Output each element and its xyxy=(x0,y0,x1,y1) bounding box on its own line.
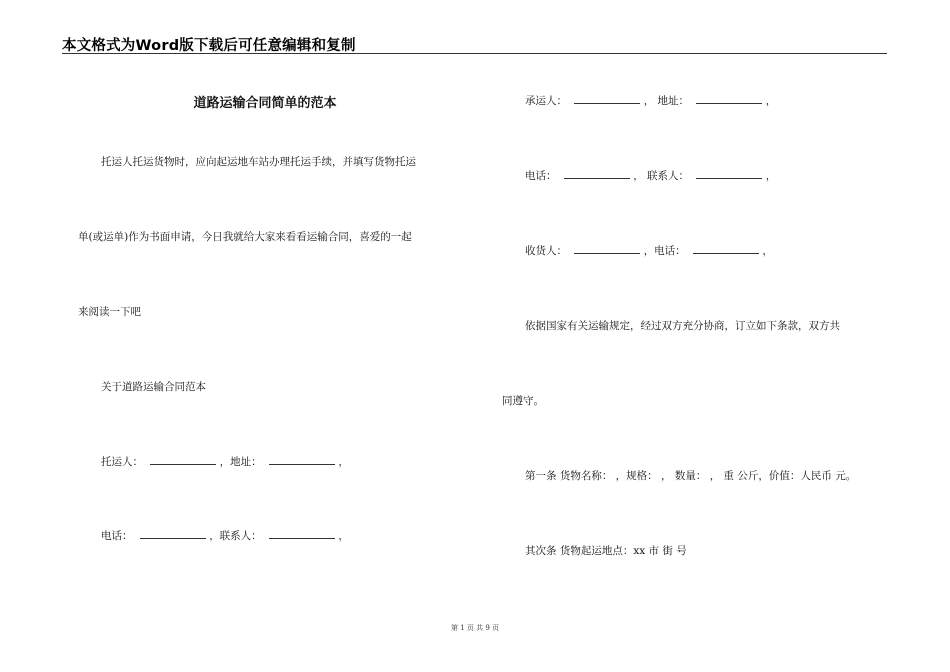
carrier-line xyxy=(525,93,776,108)
shipper-address-blank xyxy=(269,454,335,465)
shipper-line xyxy=(101,454,349,469)
document-title: 道路运输合同简单的范本 xyxy=(193,96,337,111)
receiver-line xyxy=(525,243,773,258)
shipper-contact-blank xyxy=(269,528,335,539)
shipper-address-label: ，地址： xyxy=(219,456,262,468)
carrier-phone-label: 电话： xyxy=(525,170,557,182)
intro-line-1: 托运人托运货物时，应向起运地车站办理托运手续，并填写货物托运 xyxy=(101,156,416,168)
carrier-blank xyxy=(574,93,640,104)
basis-line-1: 依据国家有关运输规定，经过双方充分协商，订立如下条款，双方共 xyxy=(525,320,840,332)
receiver-blank xyxy=(574,243,640,254)
article-2: 其次条 货物起运地点：xx 市 街 号 xyxy=(525,545,687,557)
shipper-blank xyxy=(150,454,216,465)
basis-line-2: 同遵守。 xyxy=(502,395,544,407)
header-rule xyxy=(62,53,887,54)
receiver-label: 收货人： xyxy=(525,245,567,257)
carrier-address-label: ， 地址： xyxy=(643,95,690,107)
carrier-phone-tail: ， xyxy=(765,170,777,182)
carrier-contact-blank xyxy=(696,168,762,179)
article-1: 第一条 货物名称： ，规格： ， 数量： ， 重 公斤，价值：人民币 元。 xyxy=(525,470,857,482)
shipper-label: 托运人： xyxy=(101,456,143,468)
intro-line-2: 单(或运单)作为书面申请，今日我就给大家来看看运输合同，喜爱的一起 xyxy=(78,231,412,243)
shipper-phone-tail: ， xyxy=(338,530,349,542)
carrier-address-blank xyxy=(696,93,762,104)
receiver-tail: ， xyxy=(762,245,773,257)
shipper-phone-label: 电话： xyxy=(101,530,133,542)
receiver-phone-label: ，电话： xyxy=(643,245,686,257)
download-banner: 本文格式为Word版下载后可任意编辑和复制 xyxy=(62,38,356,54)
receiver-phone-blank xyxy=(693,243,759,254)
shipper-phone-blank xyxy=(140,528,206,539)
intro-line-3: 来阅读一下吧 xyxy=(78,306,141,318)
shipper-tail: ， xyxy=(338,456,349,468)
shipper-phone-line xyxy=(101,528,349,543)
carrier-phone-line xyxy=(525,168,776,183)
shipper-contact-label: ，联系人： xyxy=(209,530,262,542)
carrier-phone-blank xyxy=(564,168,630,179)
carrier-contact-label: ， 联系人： xyxy=(633,170,690,182)
page-footer: 第 1 页 共 9 页 xyxy=(450,624,500,632)
subheading: 关于道路运输合同范本 xyxy=(101,381,206,393)
carrier-tail: ， xyxy=(765,95,777,107)
carrier-label: 承运人： xyxy=(525,95,567,107)
